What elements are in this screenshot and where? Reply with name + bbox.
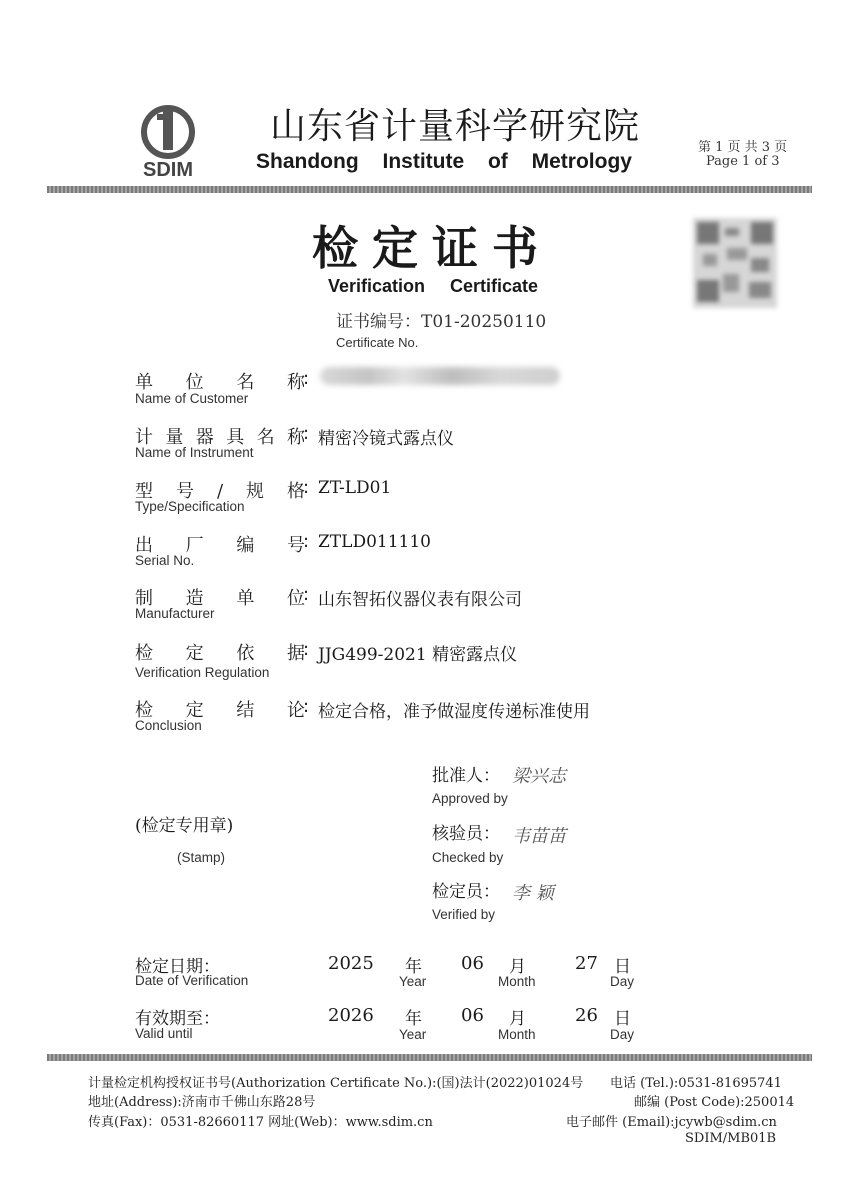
footer-telephone: 电话 (Tel.):0531-81695741: [610, 1076, 782, 1091]
verified-by-label-en: Verified by: [432, 907, 496, 922]
verification-month: 06: [461, 953, 484, 974]
day-unit-cn: 日: [614, 1009, 631, 1029]
header-divider: [47, 186, 812, 193]
footer-fax-web: 传真(Fax)：0531-82660117 网址(Web)：www.sdim.cn: [88, 1115, 433, 1130]
checker-signature: 韦苗苗: [512, 826, 566, 847]
field-value-regulation: JJG499-2021 精密露点仪: [318, 645, 518, 665]
valid-until-month: 06: [461, 1005, 484, 1026]
field-colon: :: [303, 368, 310, 389]
field-label-conclusion-en: Conclusion: [135, 718, 202, 733]
valid-until-year: 2026: [328, 1005, 374, 1026]
institute-name-cn: 山东省计量科学研究院: [270, 106, 641, 147]
certificate-title-cn: 检定证书: [312, 221, 552, 275]
verification-date-label-en: Date of Verification: [135, 973, 249, 988]
field-value-manufacturer: 山东智拓仪器仪表有限公司: [318, 590, 522, 610]
footer-divider: [47, 1054, 812, 1061]
qr-code-blurred: [693, 218, 777, 308]
stamp-label-en: (Stamp): [177, 850, 226, 865]
field-colon: :: [303, 584, 310, 605]
field-colon: :: [303, 639, 310, 660]
field-label-type: 型号/规格: [135, 481, 305, 502]
field-value-conclusion: 检定合格，准予做湿度传递标准使用: [318, 702, 590, 722]
field-label-regulation: 检定依据: [135, 643, 305, 664]
customer-name-redacted: [320, 367, 560, 385]
verification-day: 27: [575, 953, 598, 974]
field-value-type: ZT-LD01: [318, 478, 392, 498]
month-unit-cn: 月: [509, 1009, 526, 1029]
year-unit-cn: 年: [405, 1009, 422, 1029]
approved-by-label: 批准人：: [432, 766, 500, 786]
page-indicator-cn: 第 1 页 共 3 页: [698, 140, 788, 155]
field-label-type-en: Type/Specification: [135, 499, 245, 514]
day-unit-en: Day: [610, 974, 635, 989]
approved-by-label-en: Approved by: [432, 791, 508, 806]
page-indicator-en: Page 1 of 3: [706, 154, 780, 169]
field-label-manufacturer: 制造单位: [135, 588, 305, 609]
field-label-customer: 单位名称: [135, 372, 305, 393]
field-label-customer-en: Name of Customer: [135, 391, 249, 406]
checked-by-label: 核验员：: [432, 824, 500, 844]
field-colon: :: [303, 477, 310, 498]
field-label-regulation-en: Verification Regulation: [135, 665, 270, 680]
valid-until-day: 26: [575, 1005, 598, 1026]
verification-year: 2025: [328, 953, 374, 974]
field-label-serial: 出厂编号: [135, 535, 305, 556]
field-label-conclusion: 检定结论: [135, 700, 305, 721]
footer-email: 电子邮件 (Email):jcywb@sdim.cn: [566, 1115, 777, 1130]
year-unit-en: Year: [399, 1027, 427, 1042]
valid-until-label-en: Valid until: [135, 1026, 193, 1041]
field-value-serial: ZTLD011110: [318, 532, 431, 552]
valid-until-label: 有效期至：: [135, 1009, 220, 1029]
field-colon: :: [303, 423, 310, 444]
verification-date-label: 检定日期：: [135, 957, 220, 977]
year-unit-en: Year: [399, 974, 427, 989]
certificate-number-label-en: Certificate No.: [336, 335, 419, 350]
field-value-instrument: 精密冷镜式露点仪: [318, 429, 454, 449]
year-unit-cn: 年: [405, 957, 422, 977]
day-unit-cn: 日: [614, 957, 631, 977]
month-unit-cn: 月: [509, 957, 526, 977]
footer-authorization: 计量检定机构授权证书号(Authorization Certificate No.):(国)法计(2022)01024号: [88, 1076, 584, 1091]
verified-by-label: 检定员：: [432, 882, 500, 902]
stamp-label-cn: (检定专用章): [135, 816, 234, 836]
field-label-manufacturer-en: Manufacturer: [135, 606, 215, 621]
month-unit-en: Month: [498, 974, 536, 989]
svg-text:SDIM: SDIM: [143, 159, 193, 180]
field-colon: :: [303, 696, 310, 717]
footer-form-code: SDIM/MB01B: [685, 1131, 777, 1146]
approver-signature: 梁兴志: [512, 766, 566, 787]
checked-by-label-en: Checked by: [432, 850, 504, 865]
certificate-title-en: Verification Certificate: [328, 276, 539, 296]
footer-address: 地址(Address):济南市千佛山东路28号: [88, 1095, 316, 1110]
institute-name-en: Shandong Institute of Metrology: [256, 150, 632, 173]
footer-post-code: 邮编 (Post Code):250014: [634, 1095, 795, 1110]
month-unit-en: Month: [498, 1027, 536, 1042]
field-colon: :: [303, 531, 310, 552]
field-label-instrument: 计量器具名称: [135, 427, 305, 448]
certificate-number: 证书编号：T01-20250110: [336, 312, 547, 332]
verifier-signature: 李 颖: [512, 883, 554, 904]
day-unit-en: Day: [610, 1027, 635, 1042]
field-label-serial-en: Serial No.: [135, 553, 195, 568]
sdim-logo: [132, 104, 204, 180]
field-label-instrument-en: Name of Instrument: [135, 445, 254, 460]
